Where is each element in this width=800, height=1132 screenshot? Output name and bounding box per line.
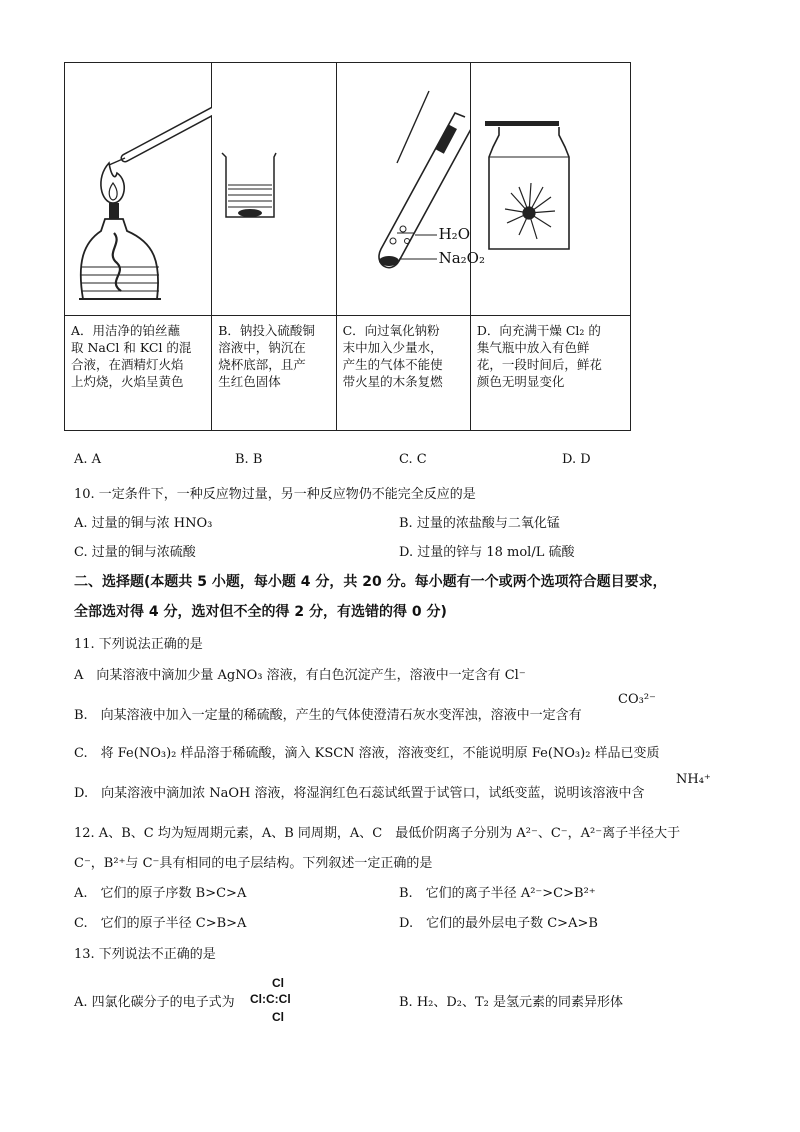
q10-option-d: D. 过量的锌与 18 mol/L 硫酸 <box>399 545 575 560</box>
q13-option-b: B. H₂、D₂、T₂ 是氢元素的同素异形体 <box>399 995 624 1010</box>
experiment-table <box>64 62 631 431</box>
q9-option-c: C. C <box>399 452 427 467</box>
ammonium-ion: NH₄⁺ <box>676 772 711 787</box>
q12-option-d: D. 它们的最外层电子数 C>A>B <box>399 916 598 931</box>
gas-jar-flower-figure <box>471 63 631 315</box>
section2-heading-line2: 全部选对得 4 分，选对但不全的得 2 分，有选错的得 0 分) <box>74 604 447 620</box>
q9-option-d: D. D <box>562 452 591 467</box>
figure-c-cell <box>336 63 485 316</box>
q11-option-b: B. 向某溶液中加入一定量的稀硫酸，产生的气体使澄清石灰水变浑浊，溶液中一定含有 <box>74 708 582 723</box>
caption-c: C．向过氧化钠粉 末中加入少量水， 产生的气体不能使 带火星的木条复燃 <box>336 316 470 431</box>
q9-option-a: A. A <box>74 452 102 467</box>
q10-option-a: A. 过量的铜与浓 HNO₃ <box>74 516 213 531</box>
carbonate-ion: CO₃²⁻ <box>618 692 656 707</box>
caption-b: B．钠投入硫酸铜 溶液中，钠沉在 烧杯底部，且产 生红色固体 <box>212 316 336 431</box>
caption-a: A．用洁净的铂丝蘸 取 NaCl 和 KCl 的混 合液，在酒精灯火焰 上灼烧，火焰呈黄色 <box>65 316 212 431</box>
test-tube-sodium-peroxide-figure <box>337 63 471 315</box>
figure-a-cell <box>65 63 212 316</box>
sodium-peroxide-label: Na₂O₂ <box>438 249 485 267</box>
figure-b-cell <box>212 63 336 316</box>
q10-option-b: B. 过量的浓盐酸与二氧化锰 <box>399 516 560 531</box>
section2-heading-line1: 二、选择题(本题共 5 小题，每小题 4 分，共 20 分。每小题有一个或两个选项符合题目要求， <box>74 574 667 590</box>
q12-option-b: B. 它们的离子半径 A²⁻>C>B²⁺ <box>399 886 596 901</box>
q12-stem-line1: 12. A、B、C 均为短周期元素，A、B 同周期，A、C 最低价阴离子分别为 A²⁻、C⁻，A²⁻离子半径大于 <box>74 826 681 841</box>
q12-option-c: C. 它们的原子半径 C>B>A <box>74 916 247 931</box>
q12-stem-line2: C⁻，B²⁺与 C⁻具有相同的电子层结构。下列叙述一定正确的是 <box>74 856 433 871</box>
q13-option-a: A. 四氯化碳分子的电子式为 <box>74 995 235 1010</box>
q12-option-a: A. 它们的原子序数 B>C>A <box>74 886 247 901</box>
ccl4-lewis-structure: Cl Cl:C:Cl Cl <box>250 976 291 1024</box>
q9-option-b: B. B <box>235 452 263 467</box>
q13-stem: 13. 下列说法不正确的是 <box>74 947 216 962</box>
figure-d-cell <box>470 63 630 316</box>
q11-option-a: A 向某溶液中滴加少量 AgNO₃ 溶液，有白色沉淀产生，溶液中一定含有 Cl⁻ <box>74 668 526 683</box>
q11-option-c: C. 将 Fe(NO₃)₂ 样品溶于稀硫酸，滴入 KSCN 溶液，溶液变红，不能说明原 Fe(NO₃)₂ 样品已变质 <box>74 746 660 761</box>
caption-d: D．向充满干燥 Cl₂ 的 集气瓶中放入有色鲜 花，一段时间后，鲜花 颜色无明显变化 <box>470 316 630 431</box>
q10-option-c: C. 过量的铜与浓硫酸 <box>74 545 196 560</box>
q11-option-d: D. 向某溶液中滴加浓 NaOH 溶液，将湿润红色石蕊试纸置于试管口，试纸变蓝，说明该溶液中含 <box>74 786 645 801</box>
water-label: H₂O <box>438 225 470 243</box>
q10-stem: 10. 一定条件下，一种反应物过量，另一种反应物仍不能完全反应的是 <box>74 487 476 502</box>
alcohol-lamp-flame-test-figure <box>65 63 212 315</box>
beaker-sodium-figure <box>212 63 336 315</box>
q11-stem: 11. 下列说法正确的是 <box>74 637 203 652</box>
